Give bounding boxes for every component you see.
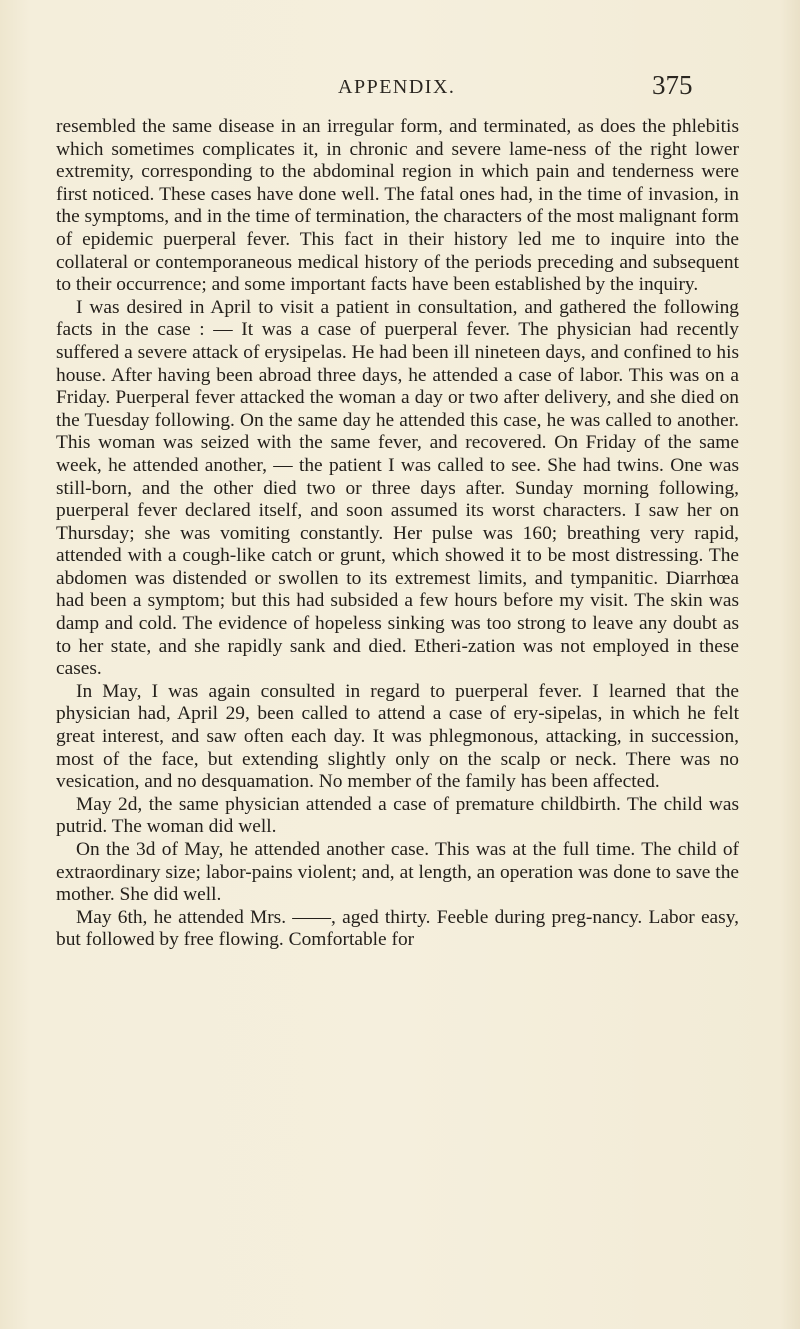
body-text — [56, 116, 739, 952]
paragraph-may-3d: On the 3d of May, he attended another case. This was at the full time. The child of extraordinary size; labor-pains violent; and, at length, an operation was done to save the mother. She did well. — [56, 839, 739, 906]
running-head — [0, 70, 800, 106]
paragraph-may-consultation: In May, I was again consulted in regard to puerperal fever. I learned that the physician had, April 29, been called to attend a case of ery-sipelas, in which he felt great interest, and saw often each day. It was phlegmonous, attacking, in succession, most of the face, but extending slightly only on the scalp or neck. There was no vesication, and no desquamation. No member of the family has been affected. — [56, 680, 739, 793]
page-number: 375 — [652, 70, 693, 100]
paragraph-continued: resembled the same disease in an irregular form, and terminated, as does the phlebitis which sometimes complicates it, in chronic and severe lame-ness of the right lower extremity, corresponding to the abdominal region in which pain and tenderness were first noticed. These cases have done well. The fatal ones had, in the time of invasion, in the symptoms, and in the time of termination, the characters of the most malignant form of epidemic puerperal fever. This fact in their history led me to inquire into the collateral or contemporaneous medical history of the periods preceding and subsequent to their occurrence; and some important facts have been established by the inquiry. — [56, 116, 739, 296]
page-header-title: APPENDIX. — [338, 76, 456, 98]
paragraph-may-6th: May 6th, he attended Mrs. ——, aged thirty. Feeble during preg-nancy. Labor easy, but followed by free flowing. Comfortable for — [56, 906, 739, 951]
paragraph-may-2d: May 2d, the same physician attended a case of premature childbirth. The child was putrid. The woman did well. — [56, 793, 739, 838]
paragraph-april-consultation: I was desired in April to visit a patient in consultation, and gathered the following facts in the case : — It was a case of puerperal fever. The physician had recently suffered a severe attack of erysipelas. He had been ill nineteen days, and confined to his house. After having been abroad three days, he attended a case of labor. This was on a Friday. Puerperal fever attacked the woman a day or two after delivery, and she died on the Tuesday following. On the same day he attended this case, he was called to another. This woman was seized with the same fever, and recovered. On Friday of the same week, he attended another, — the patient I was called to see. She had twins. One was still-born, and the other died two or three days after. Sunday morning following, puerperal fever declared itself, and soon assumed its worst characters. I saw her on Thursday; she was vomiting constantly. Her pulse was 160; breathing very rapid, attended with a cough-like catch or grunt, which showed it to be most distressing. The abdomen was distended or swollen to its extremest limits, and tympanitic. Diarrhœa had been a symptom; but this had subsided a few hours before my visit. The skin was damp and cold. The evidence of hopeless sinking was too strong to leave any doubt as to her state, and she rapidly sank and died. Etheri-zation was not employed in these cases. — [56, 296, 739, 680]
